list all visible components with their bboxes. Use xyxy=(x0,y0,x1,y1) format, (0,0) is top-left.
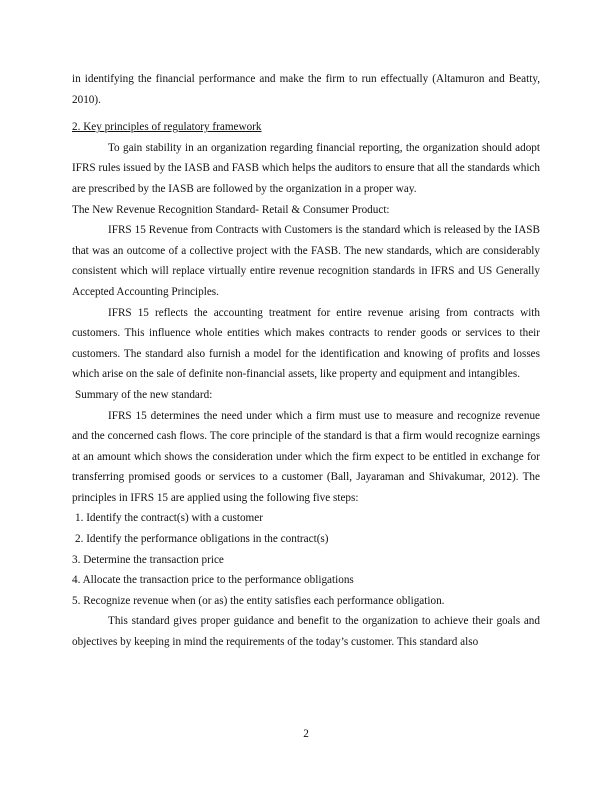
list-item-step-3: 3. Determine the transaction price xyxy=(72,553,224,566)
list-item-step-1: 1. Identify the contract(s) with a customer xyxy=(75,512,263,525)
list-item-step-2: 2. Identify the performance obligations in the contract(s) xyxy=(75,533,329,546)
subheading-summary: Summary of the new standard: xyxy=(75,388,213,401)
paragraph-guidance: This standard gives proper guidance and benefit to the organization to achieve their goals and objectives by keeping in mind the requirements of the today’s customer. This standard also xyxy=(72,615,540,649)
list-item-step-4: 4. Allocate the transaction price to the performance obligations xyxy=(72,574,354,587)
subheading-revenue-standard: The New Revenue Recognition Standard- Retail & Consumer Product: xyxy=(72,203,390,216)
paragraph-ifrs15-release: IFRS 15 Revenue from Contracts with Customers is the standard which is released by the IASB that was an outcome of a collective project with the FASB. The new standards, which are considerably consistent which will replace virtually entire revenue recognition standards in IFRS and US Generally Accepted Accounting Principles. xyxy=(72,224,540,298)
document-page xyxy=(72,69,540,653)
list-item-step-5: 5. Recognize revenue when (or as) the entity satisfies each performance obligation. xyxy=(72,594,445,607)
paragraph-ifrs15-core-principle: IFRS 15 determines the need under which a firm must use to measure and recognize revenue and the concerned cash flows. The core principle of the standard is that a firm would recognize earnings at an amount which shows the consideration under which the firm expect to be entitled in exchange for transferring promised goods or services to a customer (Ball, Jayaraman and Shivakumar, 2012). The principles in IFRS 15 are applied using the following five steps: xyxy=(72,409,540,504)
paragraph-ifrs-adoption: To gain stability in an organization regarding financial reporting, the organization should adopt IFRS rules issued by the IASB and FASB which helps the auditors to ensure that all the standards which are prescribed by the IASB are followed by the organization in a proper way. xyxy=(72,141,540,195)
section-heading: 2. Key principles of regulatory framework xyxy=(72,121,262,134)
paragraph-ifrs15-treatment: IFRS 15 reflects the accounting treatment for entire revenue arising from contracts with customers. This influence whole entities which makes contracts to render goods or services to their customers. The standard also furnish a model for the identification and knowing of profits and losses which arise on the sale of definite non-financial assets, like property and equipment and intangibles. xyxy=(72,306,540,381)
page-number: 2 xyxy=(303,728,309,740)
paragraph-continuation: in identifying the financial performance and make the firm to run effectually (Altamuron and Beatty, 2010). xyxy=(72,73,540,106)
